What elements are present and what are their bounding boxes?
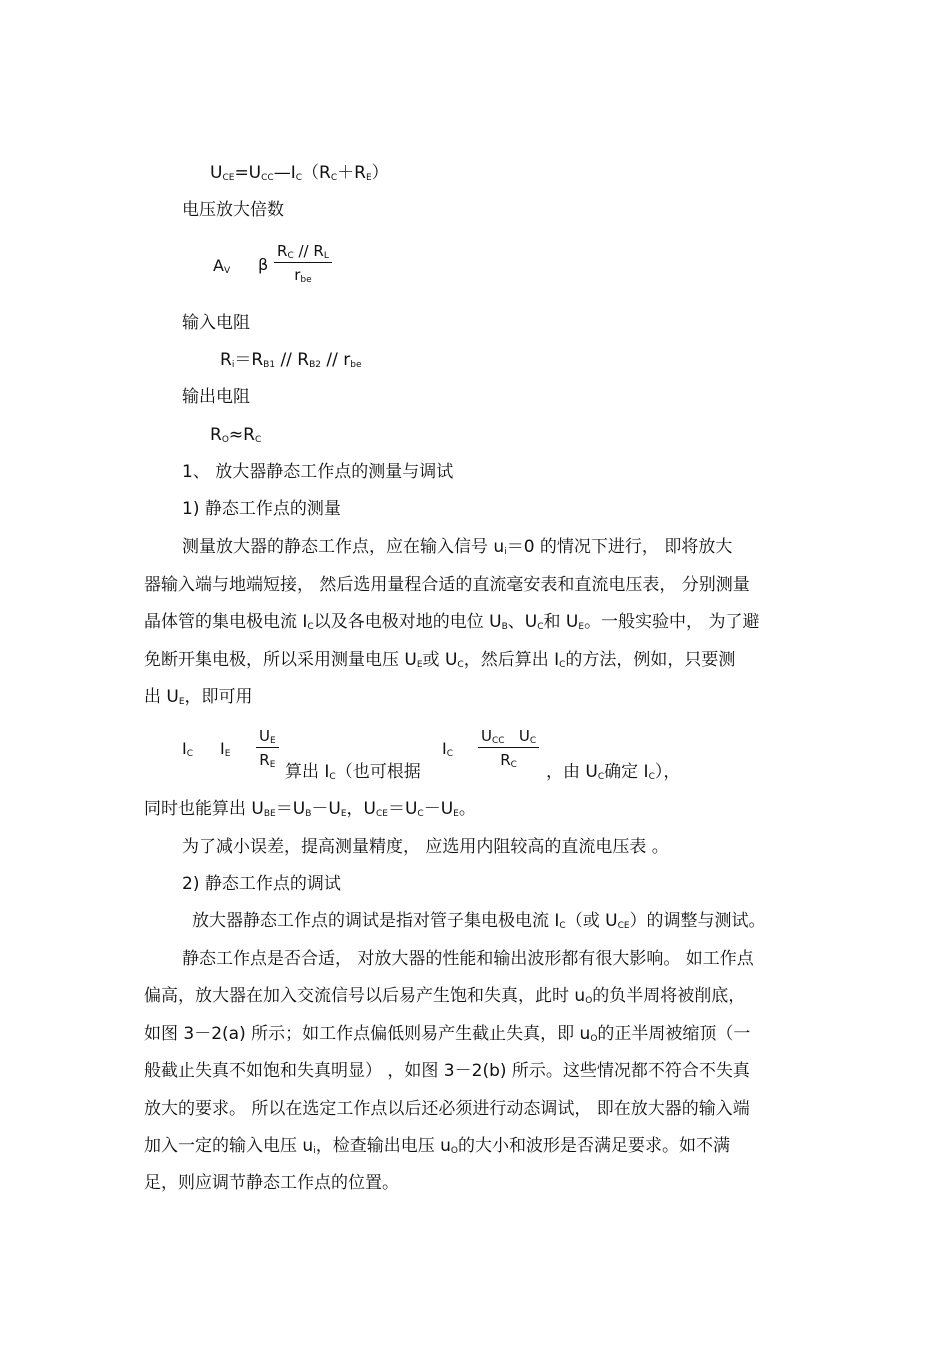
formula-ube-line: 同时也能算出 $U_{BE}=U_B-U_E$，$U_{CE}=U_C-U_E$。 [144, 799, 476, 819]
formula-ue-re-fraction: $\frac{U_E}{R_E}$ [256, 726, 279, 770]
paragraph-precision: 为了减小误差，提高测量精度， 应选用内阻较高的直流电压表 。 [182, 837, 669, 857]
formula-av-beta: β [258, 255, 269, 274]
formula-ie-symbol: $I_E$ [220, 739, 231, 759]
formula-ri: $R_i=R_{B1} // R_{B2} // r_{be}$ [220, 350, 362, 370]
paragraph-line: 出 $U_E$，即可用 [144, 687, 253, 707]
formula-ic2-symbol: $I_C$ [442, 739, 454, 759]
formula-ro: $R_O\approx R_C$ [210, 425, 262, 445]
formula-ucc-rc-fraction: $U_{CC}$ $U_C$ $R_C$ [478, 726, 539, 770]
heading-voltage-gain: 电压放大倍数 [182, 200, 284, 220]
formula-av-denominator: $r_{be}$ [294, 266, 312, 285]
subsection-heading-1: 1) 静态工作点的测量 [182, 499, 341, 519]
section-heading-1: 1、 放大器静态工作点的测量与调试 [182, 462, 454, 482]
heading-output-resistance: 输出电阻 [182, 387, 250, 407]
paragraph-line: 测量放大器的静态工作点，应在输入信号 $u_i=0$ 的情况下进行， 即将放大 [182, 537, 733, 557]
subsection-heading-2: 2) 静态工作点的调试 [182, 874, 341, 894]
paragraph-line: 晶体管的集电极电流 $I_C$以及各电极对地的电位 $U_B$、$U_C$和 $U_E$。一般实验中， 为了避 [144, 612, 760, 632]
formula-ic-text: 算出 $I_C$（也可根据 [285, 762, 421, 782]
paragraph-line: 静态工作点是否合适， 对放大器的性能和输出波形都有很大影响。 如工作点 [182, 949, 754, 969]
formula-ic-symbol: $I_C$ [182, 739, 194, 759]
paragraph-line: 足，则应调节静态工作点的位置。 [144, 1173, 399, 1193]
paragraph-line: 器输入端与地端短接， 然后选用量程合适的直流毫安表和直流电压表， 分别测量 [144, 575, 750, 595]
formula-ic-tail: ，由 $U_C$确定 $I_C$）， [546, 762, 681, 782]
paragraph-line: 放大器静态工作点的调试是指对管子集电极电流 $I_C$（或 $U_{CE}$）的调整与测试。 [192, 911, 766, 931]
paragraph-line: 免断开集电极，所以采用测量电压 $U_E$或 $U_C$，然后算出 $I_C$的方法，例如，只要测 [144, 650, 736, 670]
heading-input-resistance: 输入电阻 [182, 313, 250, 333]
paragraph-line: 如图 3－2(a) 所示；如工作点偏低则易产生截止失真，即 $u_O$的正半周被缩顶（一 [144, 1024, 751, 1044]
formula-uce: $U_{CE}=U_{CC}—I_C(R_C+R_E)$ [210, 163, 389, 183]
paragraph-line: 加入一定的输入电压 $u_i$，检查输出电压 $u_O$的大小和波形是否满足要求。如不满 [144, 1136, 730, 1156]
formula-av-numerator: $R_C // R_L$ [274, 241, 332, 263]
paragraph-line: 放大的要求。 所以在选定工作点以后还必须进行动态调试， 即在放大器的输入端 [144, 1099, 750, 1119]
formula-av-symbol: $A_V$ [213, 256, 231, 276]
paragraph-line: 般截止失真不如饱和失真明显） ，如图 3－2(b) 所示。这些情况都不符合不失真 [144, 1061, 750, 1081]
paragraph-line: 偏高，放大器在加入交流信号以后易产生饱和失真，此时 $u_O$的负半周将被削底， [144, 986, 746, 1006]
formula-av-fraction [274, 241, 332, 285]
